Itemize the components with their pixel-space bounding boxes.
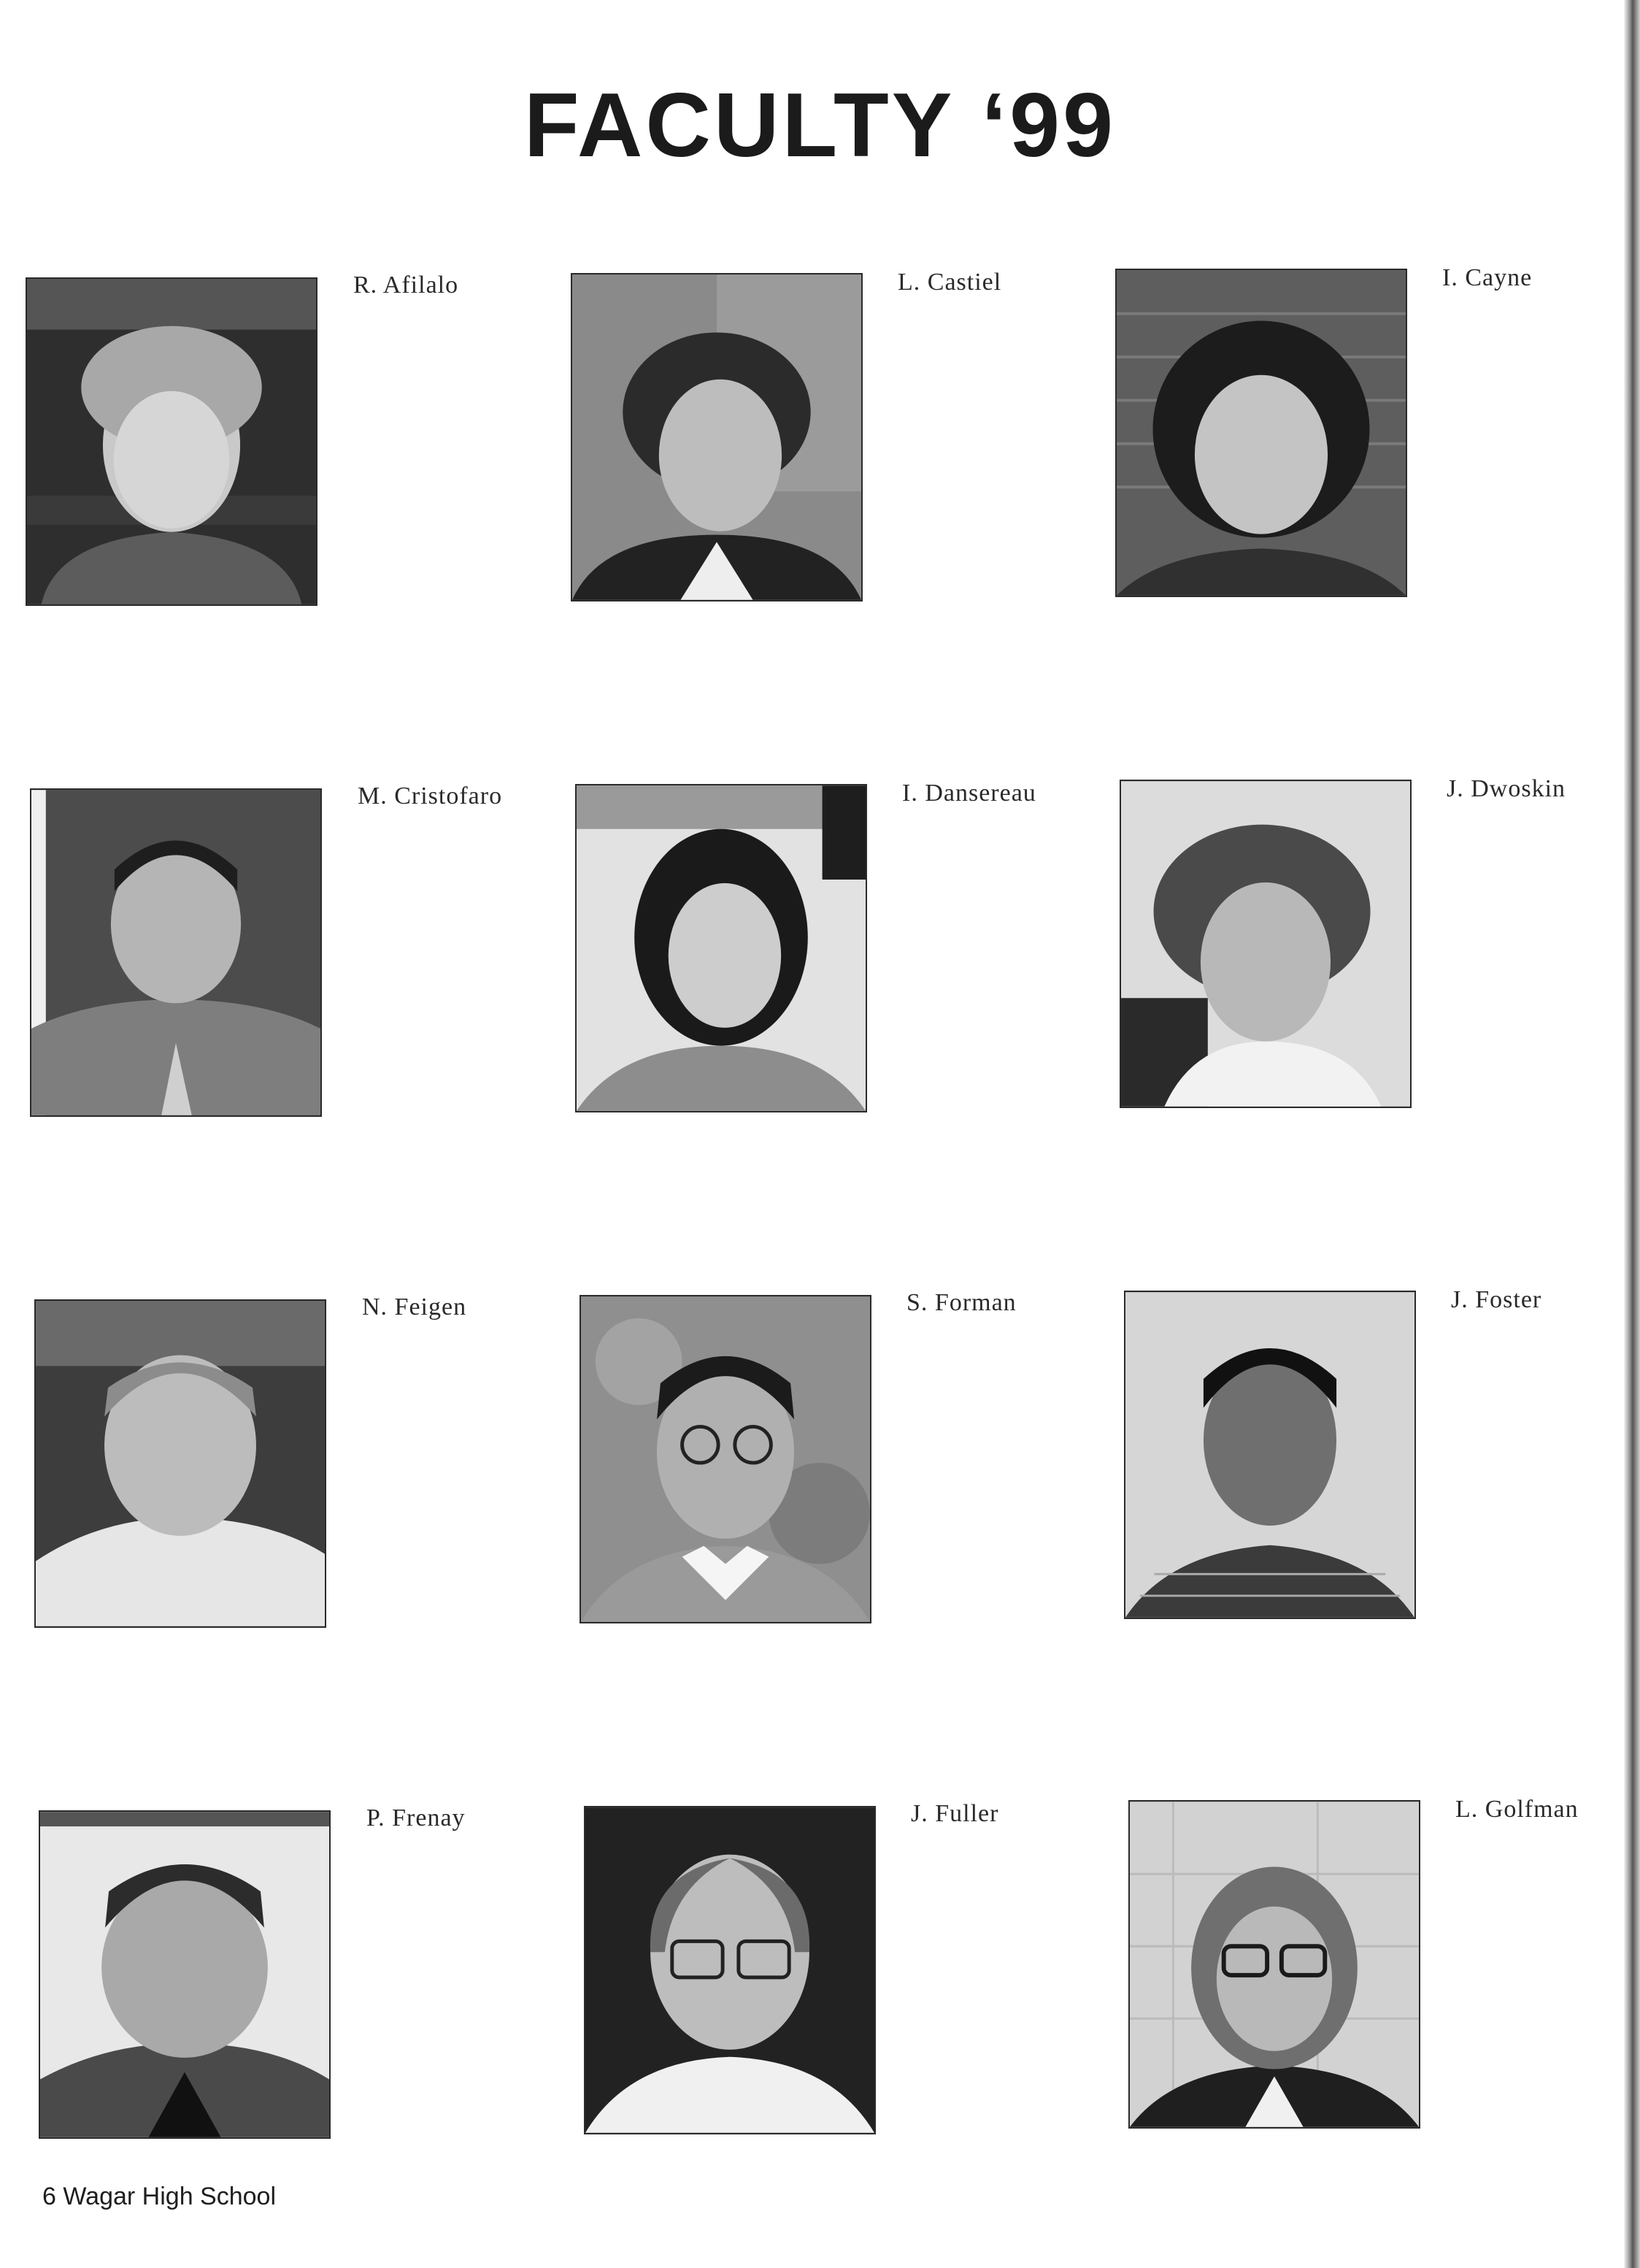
- faculty-name: S. Forman: [906, 1289, 1017, 1316]
- portrait-photo: [1130, 1802, 1419, 2127]
- portrait-photo: [1121, 781, 1410, 1107]
- faculty-photo-dwoskin: [1120, 780, 1412, 1108]
- faculty-photo-fuller: [584, 1806, 876, 2134]
- faculty-name: N. Feigen: [362, 1293, 467, 1321]
- faculty-name: P. Frenay: [366, 1804, 466, 1831]
- page-edge-shadow: [1624, 0, 1640, 2268]
- portrait-photo: [40, 1812, 329, 2137]
- faculty-name: I. Cayne: [1442, 264, 1533, 291]
- faculty-photo-forman: [580, 1295, 871, 1623]
- portrait-photo: [1125, 1292, 1414, 1618]
- faculty-name: J. Dwoskin: [1447, 775, 1566, 802]
- portrait-photo: [572, 274, 861, 600]
- portrait-photo: [585, 1807, 874, 2133]
- portrait-photo: [36, 1301, 325, 1626]
- page-title: FACULTY ‘99: [523, 75, 1117, 176]
- faculty-photo-afilalo: [26, 277, 317, 606]
- page-footer: 6 Wagar High School: [42, 2183, 277, 2210]
- faculty-photo-frenay: [39, 1810, 331, 2139]
- faculty-name: L. Golfman: [1455, 1796, 1579, 1823]
- faculty-photo-feigen: [34, 1299, 326, 1628]
- faculty-photo-foster: [1124, 1291, 1416, 1619]
- faculty-photo-cayne: [1115, 269, 1407, 597]
- faculty-name: I. Dansereau: [902, 780, 1036, 807]
- faculty-name: L. Castiel: [898, 269, 1002, 296]
- faculty-photo-castiel: [571, 273, 863, 601]
- faculty-name: R. Afilalo: [353, 272, 459, 299]
- faculty-photo-golfman: [1128, 1800, 1420, 2129]
- faculty-photo-dansereau: [575, 784, 867, 1112]
- portrait-photo: [581, 1296, 870, 1622]
- portrait-photo: [577, 785, 866, 1111]
- portrait-photo: [31, 790, 320, 1115]
- faculty-name: M. Cristofaro: [358, 783, 503, 810]
- faculty-name: J. Fuller: [911, 1800, 999, 1827]
- portrait-photo: [27, 279, 316, 604]
- portrait-photo: [1117, 270, 1406, 596]
- faculty-photo-cristofaro: [30, 788, 322, 1117]
- faculty-name: J. Foster: [1451, 1286, 1542, 1313]
